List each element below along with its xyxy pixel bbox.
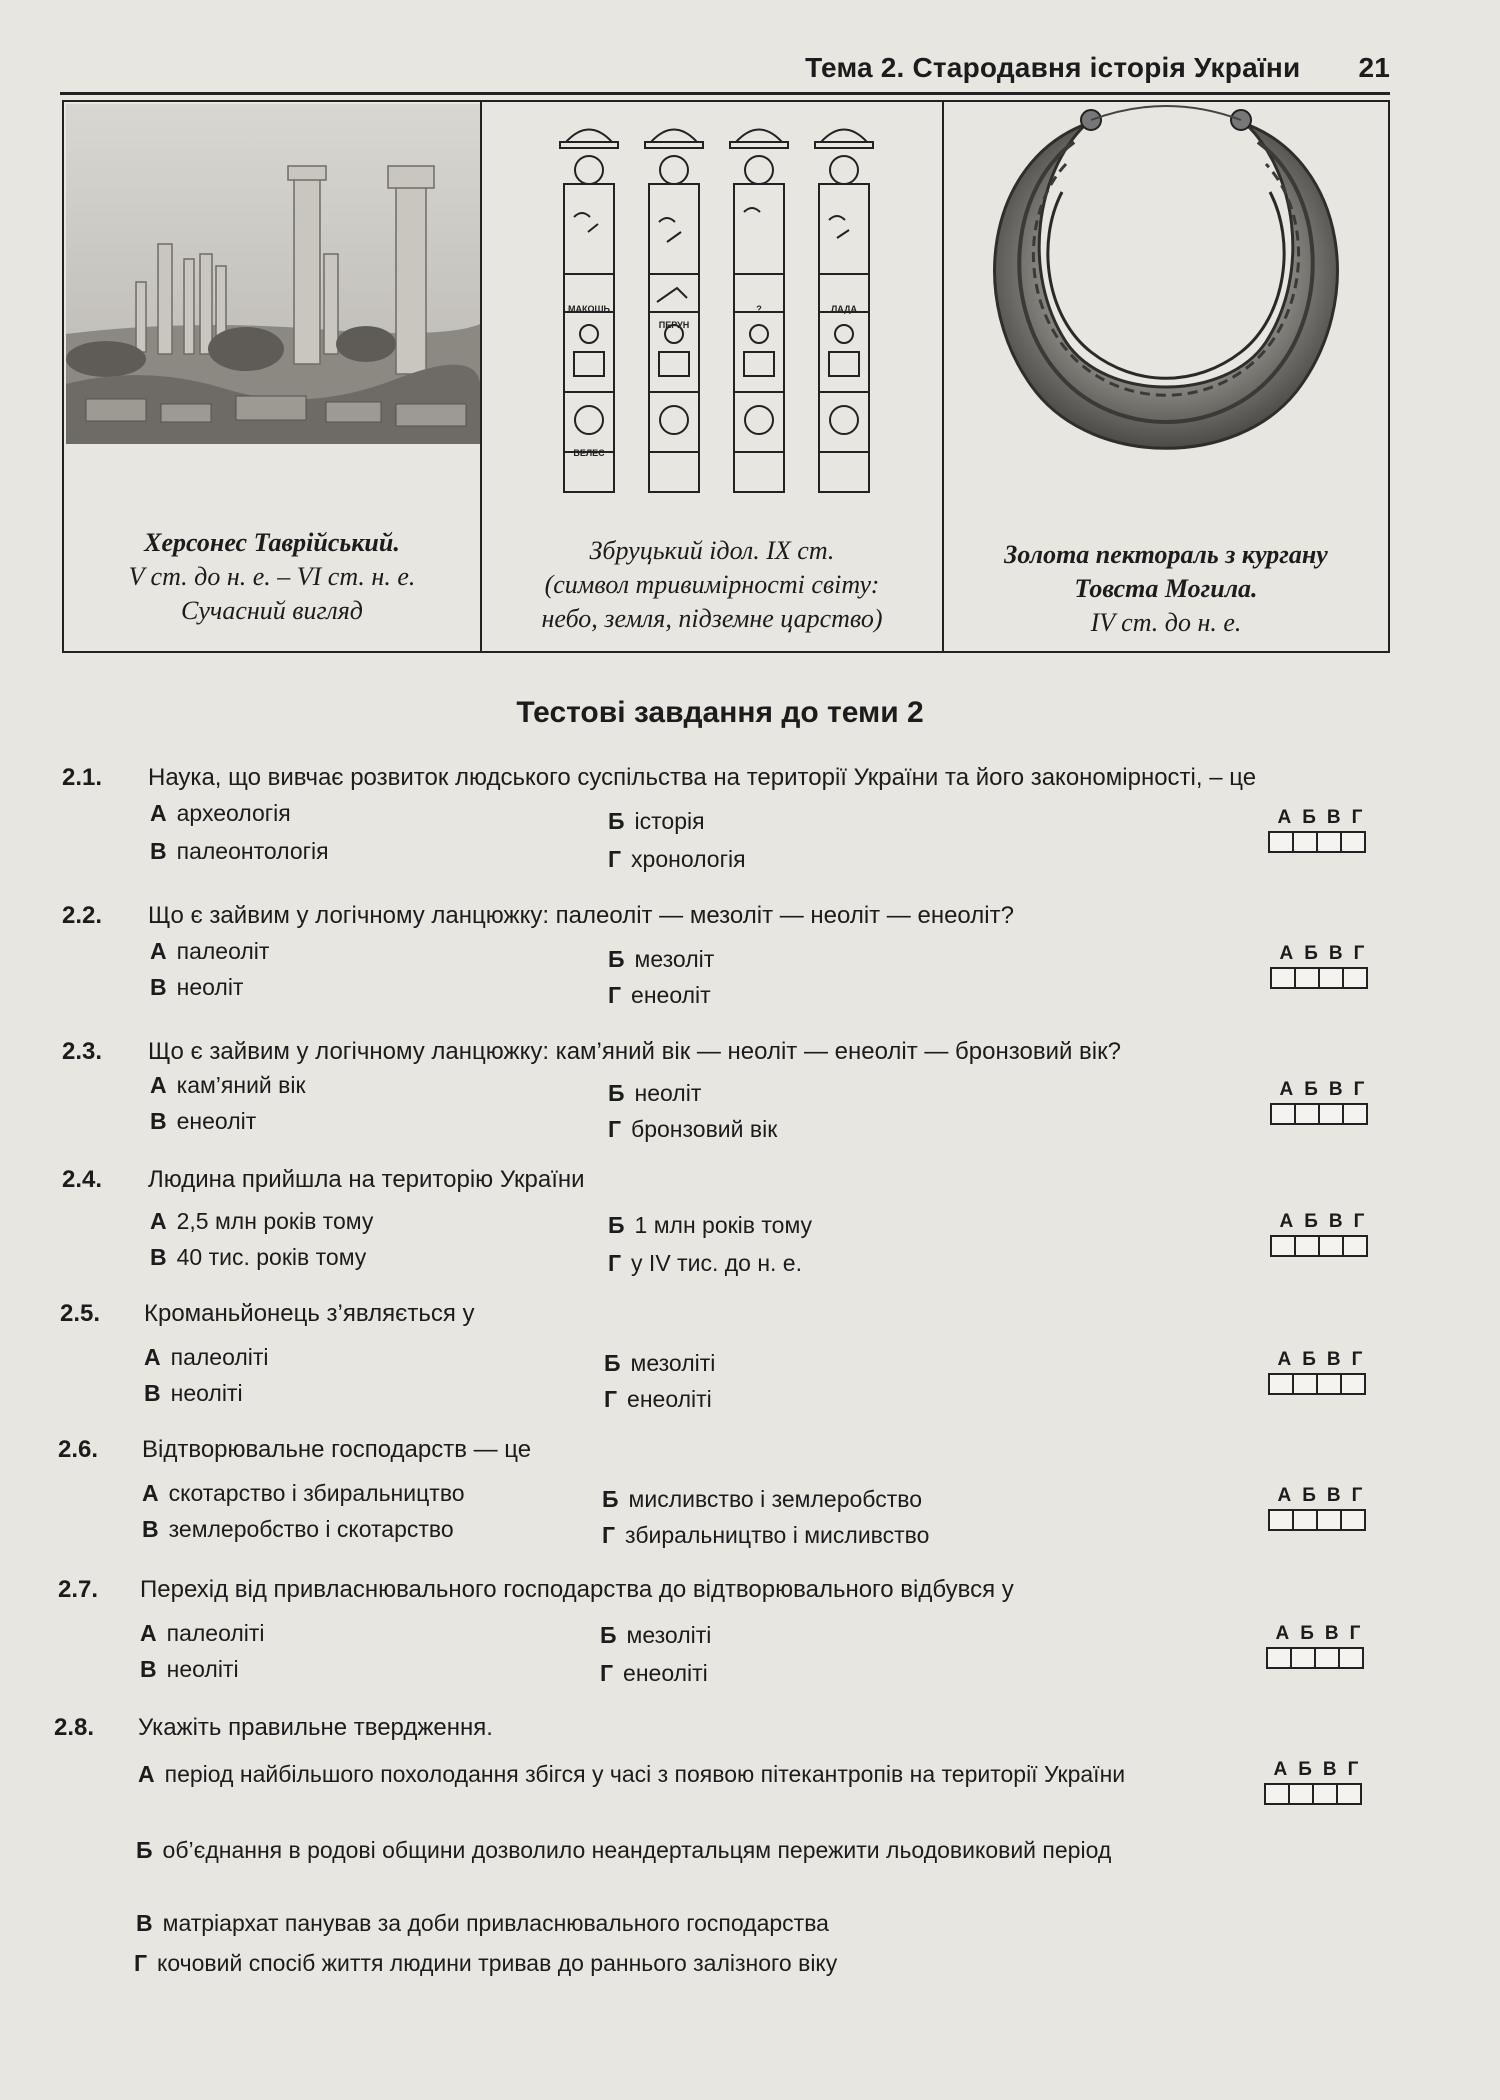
grid-letter: А [1277,807,1292,828]
idol-label-unknown: ? [756,304,762,314]
option-letter: В [140,1656,157,1682]
grid-letter: В [1326,807,1341,828]
option-text: неоліт [176,974,244,1000]
option-letter: В [150,974,167,1000]
option-letter: А [150,1072,167,1098]
option-letter: Г [608,1116,622,1142]
grid-letter: А [1275,1623,1290,1644]
answer-grid[interactable] [1264,1760,1368,1805]
option-letter: Г [134,1950,148,1976]
grid-letter: Г [1349,1623,1361,1644]
option-a [150,1208,373,1235]
grid-letter: В [1328,943,1343,964]
grid-letter: Г [1351,807,1363,828]
option-b [136,1832,1176,1869]
option-v [150,974,243,1001]
option-text: збиральництво і мисливство [625,1522,930,1548]
grid-letter: Б [1302,1349,1316,1370]
answer-box-v[interactable] [1318,1103,1344,1125]
option-g [608,982,711,1009]
chersonesus-ruins-photo [66,104,480,444]
option-letter: А [150,938,167,964]
option-b [608,1080,701,1107]
option-a [150,1072,306,1099]
option-v [144,1380,243,1407]
option-g [602,1522,929,1549]
option-v [136,1910,829,1937]
grid-letter: Г [1353,1079,1365,1100]
question-number: 2.3. [62,1038,103,1065]
option-text: неоліт [634,1080,702,1106]
answer-grid[interactable] [1270,1212,1374,1257]
caption-zbruch-idol [482,534,942,636]
option-g [608,1250,802,1277]
option-letter: В [150,1108,167,1134]
option-g [134,1950,837,1977]
caption-line: (символ тривимірності світу: [544,570,880,599]
caption-chersonesus [64,526,480,628]
grid-letter: А [1279,1211,1294,1232]
option-letter: Б [608,1212,625,1238]
question-number: 2.1. [62,764,103,791]
answer-box-v[interactable] [1318,1235,1344,1257]
grid-letter: В [1326,1485,1341,1506]
option-letter: А [150,1208,167,1234]
option-text: період найбільшого похолодання збігся у часі з появою пітекантропів на території України [164,1761,1126,1787]
option-letter: Б [608,808,625,834]
option-letter: В [136,1910,153,1936]
answer-box-v[interactable] [1318,967,1344,989]
question-number: 2.2. [62,902,103,929]
question-text: Людина прийшла на територію України [148,1166,585,1193]
option-letter: Г [604,1386,618,1412]
answer-box-b[interactable] [1294,1235,1320,1257]
answer-grid[interactable] [1270,1080,1374,1125]
answer-box-v[interactable] [1312,1783,1338,1805]
grid-letter: Б [1304,1079,1318,1100]
option-text: неоліті [170,1380,243,1406]
answer-box-a[interactable] [1268,1509,1294,1531]
option-text: археологія [176,800,291,826]
answer-box-a[interactable] [1266,1647,1292,1669]
option-a [150,800,291,827]
answer-grid[interactable] [1268,808,1372,853]
option-v [140,1656,239,1683]
header-rule [60,92,1390,95]
answer-grid[interactable] [1268,1350,1372,1395]
option-b [608,946,714,973]
option-text: 2,5 млн років тому [176,1208,374,1234]
option-letter: А [150,800,167,826]
answer-box-g[interactable] [1340,1509,1366,1531]
grid-letter: Б [1304,943,1318,964]
running-head [805,52,1390,84]
option-text: мезоліті [630,1350,716,1376]
option-text: об’єднання в родові общини дозволило неандертальцям пережити льодовиковий період [162,1837,1112,1863]
option-v [150,1244,366,1271]
grid-letter: В [1324,1623,1339,1644]
answer-box-v[interactable] [1314,1647,1340,1669]
idol-label-lada: ЛАДА [830,304,858,314]
option-letter: Б [604,1350,621,1376]
option-text: 1 млн років тому [634,1212,813,1238]
section-title: Тестові завдання до теми 2 [516,696,924,729]
grid-letter: В [1328,1211,1343,1232]
chapter-title: Тема 2. Стародавня історія України [805,52,1301,83]
grid-letter: А [1273,1759,1288,1780]
answer-box-a[interactable] [1268,1373,1294,1395]
answer-box-a[interactable] [1270,1103,1296,1125]
question-number: 2.4. [62,1166,103,1193]
answer-box-v[interactable] [1316,1509,1342,1531]
question-number: 2.7. [58,1576,99,1603]
grid-letter: А [1279,1079,1294,1100]
option-text: мезоліті [626,1622,712,1648]
caption-line: IV ст. до н. е. [1090,608,1242,637]
option-letter: Г [608,1250,622,1276]
option-letter: Г [608,846,622,872]
answer-box-a[interactable] [1268,831,1294,853]
grid-letter: А [1279,943,1294,964]
question-text: Кроманьйонець з’являється у [144,1300,475,1327]
question-text: Що є зайвим у логічному ланцюжку: палеоліт — мезоліт — неоліт — енеоліт? [148,902,1014,929]
answer-box-a[interactable] [1264,1783,1290,1805]
answer-box-v[interactable] [1316,1373,1342,1395]
option-b [608,1212,812,1239]
option-letter: Б [600,1622,617,1648]
answer-box-b[interactable] [1292,1373,1318,1395]
option-letter: Б [608,1080,625,1106]
option-a [150,938,269,965]
idol-label-perun: ПЕРУН [658,320,690,330]
question-text: Укажіть правильне твердження. [138,1714,493,1741]
grid-letter: Б [1304,1211,1318,1232]
grid-letter: А [1277,1485,1292,1506]
answer-box-b[interactable] [1294,967,1320,989]
page-number: 21 [1358,52,1390,83]
caption-line: Збруцький ідол. IX ст. [589,536,835,565]
answer-box-a[interactable] [1270,1235,1296,1257]
option-text: палеонтологія [176,838,329,864]
option-text: у IV тис. до н. е. [631,1250,802,1276]
option-text: енеоліті [623,1660,708,1686]
grid-letter: Г [1351,1349,1363,1370]
grid-letter: Б [1302,1485,1316,1506]
figure-chersonesus [64,102,482,651]
answer-box-g[interactable] [1342,967,1368,989]
grid-letter: В [1328,1079,1343,1100]
option-text: історія [634,808,705,834]
option-text: палеоліті [170,1344,269,1370]
option-g [604,1386,712,1413]
figure-zbruch-idol [482,102,944,651]
option-g [600,1660,708,1687]
figure-golden-pectoral [944,102,1388,651]
grid-letter: А [1277,1349,1292,1370]
grid-letter: В [1322,1759,1337,1780]
caption-golden-pectoral [944,538,1388,640]
option-v [150,838,329,865]
option-v [142,1516,454,1543]
answer-box-g[interactable] [1340,1373,1366,1395]
option-text: кочовий спосіб життя людини тривав до раннього залізного віку [157,1950,838,1976]
grid-letter: Б [1302,807,1316,828]
answer-box-g[interactable] [1342,1103,1368,1125]
option-b [600,1622,711,1649]
grid-letter: Г [1351,1485,1363,1506]
option-text: землеробство і скотарство [168,1516,454,1542]
option-letter: Г [602,1522,616,1548]
option-letter: В [144,1380,161,1406]
grid-letter: Г [1353,943,1365,964]
option-b [608,808,705,835]
question-number: 2.6. [58,1436,99,1463]
option-letter: А [140,1620,157,1646]
grid-letter: Б [1300,1623,1314,1644]
caption-line: Золота пектораль з кургану [1004,540,1328,569]
option-text: кам’яний вік [176,1072,306,1098]
figures-table [62,100,1390,653]
answer-grid[interactable] [1266,1624,1370,1669]
answer-box-b[interactable] [1292,1509,1318,1531]
option-text: матріархат панував за доби привласнювального господарства [162,1910,829,1936]
question-number: 2.5. [60,1300,101,1327]
idol-label-veles: ВЕЛЕС [573,448,605,458]
option-letter: В [142,1516,159,1542]
option-v [150,1108,256,1135]
option-letter: А [142,1480,159,1506]
option-a [138,1756,1178,1793]
caption-line: V ст. до н. е. – VI ст. н. е. [128,562,416,591]
option-b [602,1486,922,1513]
answer-box-b[interactable] [1292,831,1318,853]
grid-letter: Г [1353,1211,1365,1232]
question-text: Перехід від привласнювального господарства до відтворювального відбувся у [140,1576,1014,1603]
option-a [142,1480,465,1507]
option-text: неоліті [166,1656,239,1682]
option-text: хронологія [631,846,746,872]
option-b [604,1350,715,1377]
idol-label-makosh: МАКОШЬ [567,304,611,314]
question-text: Відтворювальне господарств — це [142,1436,532,1463]
option-letter: А [144,1344,161,1370]
zbruch-idol-drawing [542,112,882,512]
option-text: палеоліт [176,938,270,964]
option-text: енеоліт [176,1108,257,1134]
caption-line: небо, земля, підземне царство) [541,604,883,633]
answer-box-a[interactable] [1270,967,1296,989]
option-letter: Г [600,1660,614,1686]
answer-box-g[interactable] [1336,1783,1362,1805]
option-text: енеоліті [627,1386,712,1412]
option-letter: А [138,1761,155,1787]
option-a [140,1620,265,1647]
answer-box-b[interactable] [1290,1647,1316,1669]
option-text: мисливство і землеробство [628,1486,922,1512]
caption-line: Херсонес Таврійський. [144,528,400,557]
option-text: енеоліт [631,982,711,1008]
grid-letter: Г [1347,1759,1359,1780]
answer-box-g[interactable] [1342,1235,1368,1257]
option-letter: Б [608,946,625,972]
answer-box-v[interactable] [1316,831,1342,853]
question-text: Що є зайвим у логічному ланцюжку: кам’яний вік — неоліт — енеоліт — бронзовий вік? [148,1038,1121,1065]
answer-box-b[interactable] [1288,1783,1314,1805]
answer-box-g[interactable] [1340,831,1366,853]
grid-letter: В [1326,1349,1341,1370]
option-letter: В [150,838,167,864]
option-text: мезоліт [634,946,715,972]
answer-box-g[interactable] [1338,1647,1364,1669]
caption-line: Сучасний вигляд [181,596,363,625]
question-number: 2.8. [54,1714,95,1741]
option-text: скотарство і збиральництво [168,1480,465,1506]
question-text: Наука, що вивчає розвиток людського суспільства на території України та його закономірності, – це [148,764,1257,791]
option-letter: Б [602,1486,619,1512]
option-a [144,1344,269,1371]
answer-grid[interactable] [1270,944,1374,989]
option-letter: Г [608,982,622,1008]
golden-pectoral-photo [966,102,1366,502]
grid-letter: Б [1298,1759,1312,1780]
option-letter: Б [136,1837,153,1863]
answer-box-b[interactable] [1294,1103,1320,1125]
option-text: палеоліті [166,1620,265,1646]
option-text: бронзовий вік [631,1116,778,1142]
option-letter: В [150,1244,167,1270]
option-text: 40 тис. років тому [176,1244,367,1270]
caption-line: Товста Могила. [1074,574,1258,603]
answer-grid[interactable] [1268,1486,1372,1531]
option-g [608,1116,777,1143]
option-g [608,846,746,873]
